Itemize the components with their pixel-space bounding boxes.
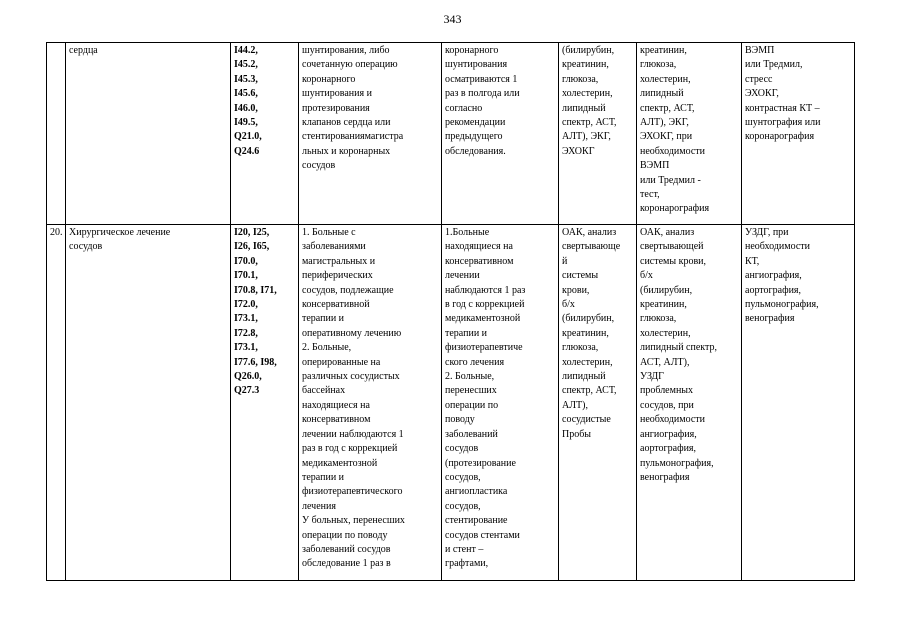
- cell-text-line: шунтирования и: [302, 88, 372, 100]
- cell-text-line: I73.1,: [234, 313, 258, 325]
- cell-text-line: УЗДГ: [640, 371, 664, 383]
- cell-text-line: холестерин,: [562, 356, 613, 368]
- cell-text-line: креатинин,: [562, 59, 609, 71]
- cell-text-line: I45.6,: [234, 88, 258, 100]
- cell-text-line: I20, I25,: [234, 227, 270, 238]
- cell-text-line: АЛТ), ЭКГ,: [640, 117, 689, 129]
- cell-text-line: сосудистые: [562, 414, 611, 426]
- cell-text-line: сосудов,: [445, 471, 481, 483]
- cell-text-line: в год с коррекцией: [445, 299, 525, 311]
- cell-text-line: консервативной: [302, 299, 370, 311]
- cell-text-line: осматриваются 1: [445, 73, 518, 85]
- icd-codes-cell: [231, 43, 299, 225]
- cell-text-line: медикаментозной: [445, 313, 521, 325]
- cell-text-line: свертывающей: [640, 241, 704, 253]
- cell-text-line: б/х: [640, 270, 653, 282]
- cell-text-line: коронарного: [302, 73, 356, 85]
- cell-text-line: ЭХОКГ, при: [640, 131, 693, 143]
- cell-text-line: магистральных и: [302, 255, 376, 267]
- patient-group-cell: [299, 43, 442, 225]
- cell-text-line: ВЭМП: [745, 45, 775, 56]
- cell-text-line: й: [562, 255, 568, 267]
- cell-text-line: обследование 1 раз в: [302, 558, 391, 570]
- cell-text-line: бассейнах: [302, 385, 346, 397]
- table-row: [47, 43, 855, 225]
- extra-diagnostics-cell: [742, 225, 855, 581]
- cell-text-line: I45.3,: [234, 73, 258, 85]
- row-number-cell: [47, 43, 66, 225]
- cell-text-line: спектр, АСТ,: [562, 117, 617, 129]
- icd-codes-cell: [231, 225, 299, 581]
- row-number-cell: 20.: [47, 225, 66, 581]
- cell-text-line: венография: [745, 313, 795, 325]
- cell-text-line: физиотерапевтиче: [445, 342, 523, 354]
- cell-text-line: (билирубин,: [562, 313, 615, 325]
- cell-text-line: холестерин,: [640, 327, 691, 339]
- cell-text-line: операции по поводу: [302, 529, 388, 541]
- cell-text-line: находящиеся на: [445, 241, 513, 253]
- cell-text-line: шунтография или: [745, 117, 821, 129]
- cell-text-line: шунтирования: [445, 59, 508, 71]
- cell-text-line: сосудов, при: [640, 399, 694, 411]
- cell-text-line: коронарного: [445, 45, 499, 56]
- cell-text-line: сосудов, подлежащие: [302, 284, 394, 296]
- cell-text-line: ВЭМП: [640, 160, 670, 172]
- cell-text-line: КТ,: [745, 255, 760, 267]
- lab-tests-cell: [559, 43, 637, 225]
- cell-text-line: спектр, АСТ,: [562, 385, 617, 397]
- cell-text-line: глюкоза,: [562, 342, 599, 354]
- cell-text-line: необходимости: [640, 145, 706, 157]
- cell-text-line: необходимости: [640, 414, 706, 426]
- cell-text-line: ангиография,: [745, 270, 802, 282]
- cell-text-line: АСТ, АЛТ),: [640, 356, 690, 368]
- cell-text-line: терапии и: [445, 327, 488, 339]
- cell-text-line: раз в год с коррекцией: [302, 443, 398, 455]
- cell-text-line: липидный спектр,: [640, 342, 718, 354]
- cell-text-line: (билирубин,: [640, 284, 693, 296]
- cell-text-line: I26, I65,: [234, 241, 270, 253]
- cell-text-line: АЛТ),: [562, 399, 588, 411]
- page-number: 343: [443, 12, 462, 26]
- frequency-cell: [442, 225, 559, 581]
- patient-group-cell: [299, 225, 442, 581]
- cell-text-line: шунтирования, либо: [302, 45, 390, 56]
- cell-text-line: холестерин,: [562, 88, 613, 100]
- cell-text-line: I70.1,: [234, 270, 258, 282]
- lab-tests-cell: [559, 225, 637, 581]
- table-row: [47, 225, 855, 581]
- cell-text-line: операции по: [445, 399, 499, 411]
- cell-text-line: поводу: [445, 414, 475, 426]
- cell-text-line: перенесших: [445, 385, 497, 397]
- cell-text-line: периферических: [302, 270, 373, 282]
- cell-text-line: б/х: [562, 299, 575, 311]
- cell-text-line: рекомендации: [445, 117, 506, 129]
- cell-text-line: оперированные на: [302, 356, 381, 368]
- cell-text-line: физиотерапевтического: [302, 486, 403, 498]
- cell-text-line: глюкоза,: [640, 59, 677, 71]
- cell-text-line: предыдущего: [445, 131, 503, 143]
- cell-text-line: липидный: [562, 371, 606, 383]
- cell-text-line: Q26.0,: [234, 371, 262, 383]
- cell-text-line: сосудов стентами: [445, 529, 520, 541]
- cell-text-line: глюкоза,: [640, 313, 677, 325]
- diagnostics-cell: [637, 225, 742, 581]
- cell-text-line: I70.8, I71,: [234, 284, 277, 296]
- cell-text-line: Хирургическое лечение: [69, 227, 171, 238]
- cell-text-line: находящиеся на: [302, 399, 370, 411]
- cell-text-line: I44.2,: [234, 45, 258, 56]
- cell-text-line: ангиопластика: [445, 486, 508, 498]
- cell-text-line: креатинин,: [562, 327, 609, 339]
- cell-text-line: согласно: [445, 102, 483, 114]
- cell-text-line: 1.Больные: [445, 227, 490, 238]
- cell-text-line: сосудов: [445, 443, 479, 455]
- cell-text-line: сочетанную операцию: [302, 59, 398, 71]
- cell-text-line: I70.0,: [234, 255, 258, 267]
- cell-text-line: (билирубин,: [562, 45, 615, 56]
- cell-text-line: пульмонография,: [745, 299, 819, 311]
- cell-text-line: I49.5,: [234, 117, 258, 129]
- cell-text-line: консервативном: [302, 414, 371, 426]
- cell-text-line: клапанов сердца или: [302, 117, 391, 129]
- cell-text-line: I45.2,: [234, 59, 258, 71]
- cell-text-line: I77.6, I98,: [234, 356, 277, 368]
- cell-text-line: креатинин,: [640, 45, 687, 56]
- frequency-cell: [442, 43, 559, 225]
- diagnostics-cell: [637, 43, 742, 225]
- nosology-cell: [66, 225, 231, 581]
- cell-text-line: Пробы: [562, 428, 592, 440]
- cell-text-line: наблюдаются 1 раз: [445, 284, 526, 296]
- cell-text-line: Q21.0,: [234, 131, 262, 143]
- cell-text-line: венография: [640, 471, 690, 483]
- cell-text-line: коронарография: [640, 203, 710, 215]
- cell-text-line: раз в полгода или: [445, 88, 520, 100]
- cell-text-line: терапии и: [302, 313, 345, 325]
- cell-text-line: заболеваний: [445, 428, 498, 440]
- cell-text-line: и стент –: [445, 543, 484, 555]
- cell-text-line: обследования.: [445, 145, 506, 157]
- cell-text-line: I73.1,: [234, 342, 258, 354]
- cell-text-line: ЭХОКГ: [562, 145, 595, 157]
- cell-text-line: сосудов: [69, 241, 103, 253]
- cell-text-line: сосудов: [302, 160, 336, 172]
- cell-text-line: заболеваниями: [302, 241, 366, 253]
- cell-text-line: или Тредмил -: [640, 174, 701, 186]
- cell-text-line: стентированиямагистра: [302, 131, 404, 143]
- clinical-table: [46, 42, 855, 581]
- cell-text-line: сердца: [69, 45, 98, 56]
- cell-text-line: заболеваний сосудов: [302, 543, 391, 555]
- cell-text-line: аортография,: [640, 443, 697, 455]
- cell-text-line: спектр, АСТ,: [640, 102, 695, 114]
- cell-text-line: контрастная КТ –: [745, 102, 820, 114]
- cell-text-line: I46.0,: [234, 102, 258, 114]
- cell-text-line: липидный: [562, 102, 606, 114]
- cell-text-line: Q24.6: [234, 145, 260, 157]
- cell-text-line: необходимости: [745, 241, 811, 253]
- cell-text-line: лечении: [445, 270, 480, 282]
- cell-text-line: графтами,: [445, 558, 489, 570]
- cell-text-line: I72.8,: [234, 327, 258, 339]
- cell-text-line: льных и коронарных: [302, 145, 391, 157]
- cell-text-line: ского лечения: [445, 356, 505, 368]
- cell-text-line: холестерин,: [640, 73, 691, 85]
- cell-text-line: свертывающе: [562, 241, 621, 253]
- cell-text-line: I72.0,: [234, 299, 258, 311]
- cell-text-line: оперативному лечению: [302, 327, 402, 339]
- cell-text-line: пульмонография,: [640, 457, 714, 469]
- cell-text-line: различных сосудистых: [302, 371, 400, 383]
- cell-text-line: консервативном: [445, 255, 514, 267]
- extra-diagnostics-cell: [742, 43, 855, 225]
- cell-text-line: протезирования: [302, 102, 370, 114]
- cell-text-line: (протезирование: [445, 457, 516, 469]
- cell-text-line: ОАК, анализ: [640, 227, 695, 238]
- cell-text-line: У больных, перенесших: [302, 515, 405, 527]
- cell-text-line: тест,: [640, 189, 660, 201]
- cell-text-line: терапии и: [302, 471, 345, 483]
- cell-text-line: стресс: [745, 73, 773, 85]
- cell-text-line: 2. Больные,: [445, 371, 495, 383]
- cell-text-line: или Тредмил,: [745, 59, 803, 71]
- cell-text-line: лечения: [302, 500, 336, 512]
- cell-text-line: медикаментозной: [302, 457, 378, 469]
- cell-text-line: ЭХОКГ,: [745, 88, 779, 100]
- cell-text-line: ОАК, анализ: [562, 227, 617, 238]
- cell-text-line: лечении наблюдаются 1: [302, 428, 404, 440]
- cell-text-line: системы крови,: [640, 255, 707, 267]
- cell-text-line: АЛТ), ЭКГ,: [562, 131, 611, 143]
- cell-text-line: липидный: [640, 88, 684, 100]
- cell-text-line: крови,: [562, 284, 590, 296]
- cell-text-line: креатинин,: [640, 299, 687, 311]
- cell-text-line: сосудов,: [445, 500, 481, 512]
- cell-text-line: аортография,: [745, 284, 802, 296]
- cell-text-line: стентирование: [445, 515, 508, 527]
- cell-text-line: глюкоза,: [562, 73, 599, 85]
- cell-text-line: 1. Больные с: [302, 227, 356, 238]
- table-body: [47, 43, 855, 581]
- nosology-cell: [66, 43, 231, 225]
- cell-text-line: 2. Больные,: [302, 342, 352, 354]
- cell-text-line: системы: [562, 270, 599, 282]
- cell-text-line: проблемных: [640, 385, 694, 397]
- cell-text-line: Q27.3: [234, 385, 260, 397]
- cell-text-line: УЗДГ, при: [745, 227, 789, 238]
- cell-text-line: коронарография: [745, 131, 815, 143]
- cell-text-line: ангиография,: [640, 428, 697, 440]
